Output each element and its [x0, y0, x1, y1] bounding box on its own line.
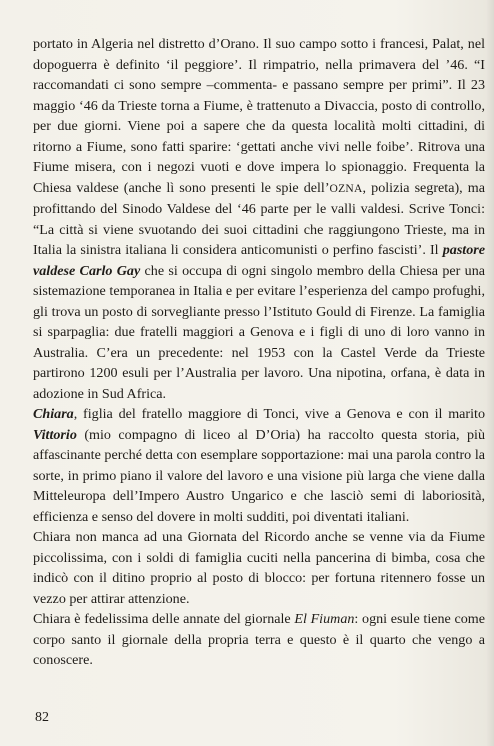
page-number: 82	[35, 710, 49, 725]
text-run: portato in Algeria nel distretto d’Orano. Il suo campo sotto i francesi, Palat, nel dopoguerra è definito ‘il peggiore’. Il rimpatrio, nella primavera del ’46. “I raccomandati ci sono sempre –commenta- e passano sempre per primi”. Il 23 maggio ‘46 da Trieste torna a Fiume, è trattenuto a Divaccia, posto di controllo, per due giorni. Viene poi a sapere che da questa località molti cittadini, di ritorno a Fiume, sono fatti sparire: ‘gettati anche vivi nelle foibe’. Ritrova una Fiume misera, con i negozi vuoti e dove impera lo spionaggio. Frequenta la Chiesa valdese (anche lì sono presenti le spie dell’	[33, 36, 485, 196]
newspaper-title: El Fiuman	[294, 611, 355, 627]
name-vittorio: Vittorio	[33, 426, 77, 443]
text-run: (mio compagno di liceo al D’Oria) ha raccolto questa storia, più affascinante perché detta con esemplare sopportazione: mai una parola contro la sorte, in primo piano il valore del lavoro e una visione più larga che viene dalla Mitteleuropa dell’Impero Austro Ungarico e che lasciò semi di laboriosità, efficienza e senso del dovere in molti sudditi, poi diventati italiani.	[33, 426, 485, 525]
paragraph-3	[33, 527, 485, 609]
text-run: , polizia segreta), ma profittando del Sinodo Valdese del ‘46 parte per le valli valdesi. Scrive Tonci: “La città si viene svuotando dei suoi cittadini che raggiungono Trieste, ma in Italia la sinistra italiana li considera anticomunisti o perfino fascisti’. Il	[33, 179, 485, 258]
text-run: Chiara è fedelissima delle annate del giornale	[33, 611, 295, 627]
page-edge-shadow	[486, 0, 494, 746]
text-run: che si occupa di ogni singolo membro della Chiesa per una sistemazione temporanea in Italia e per evitare l’esperienza del campo profughi, gli trova un posto di sorvegliante presso l’Istituto Gould di Firenze. La famiglia si sparpaglia: due fratelli maggiori a Genova e i figli di uno di loro vanno in Australia. C’era un precedente: nel 1953 con la Castel Verde da Trieste partirono 1200 esuli per l’Australia per lavoro. Una nipotina, orfana, è data in adozione in Sud Africa.	[33, 262, 485, 402]
paragraph-1	[33, 34, 485, 404]
acronym-ozna: OZNA	[329, 181, 363, 195]
paragraph-4	[33, 609, 485, 671]
name-chiara: Chiara	[33, 406, 74, 422]
text-run: : ogni esule tiene come corpo santo il giornale della propria terra e questo è il quarto che vengo a conoscere.	[33, 611, 485, 668]
paragraph-2	[33, 404, 485, 527]
body-text	[33, 34, 485, 671]
text-run: , figlia del fratello maggiore di Tonci, vive a Genova e con il marito	[73, 406, 485, 422]
text-run: Chiara non manca ad una Giornata del Ricordo anche se venne via da Fiume piccolissima, con i soldi di famiglia cuciti nella pancerina di bimba, cosa che indicò con il ditino proprio al posto di blocco: per fortuna ritennero fosse un vezzo per attirar attenzione.	[33, 529, 485, 607]
name-carlo-gay: pastore valdese Carlo Gay	[33, 242, 485, 279]
